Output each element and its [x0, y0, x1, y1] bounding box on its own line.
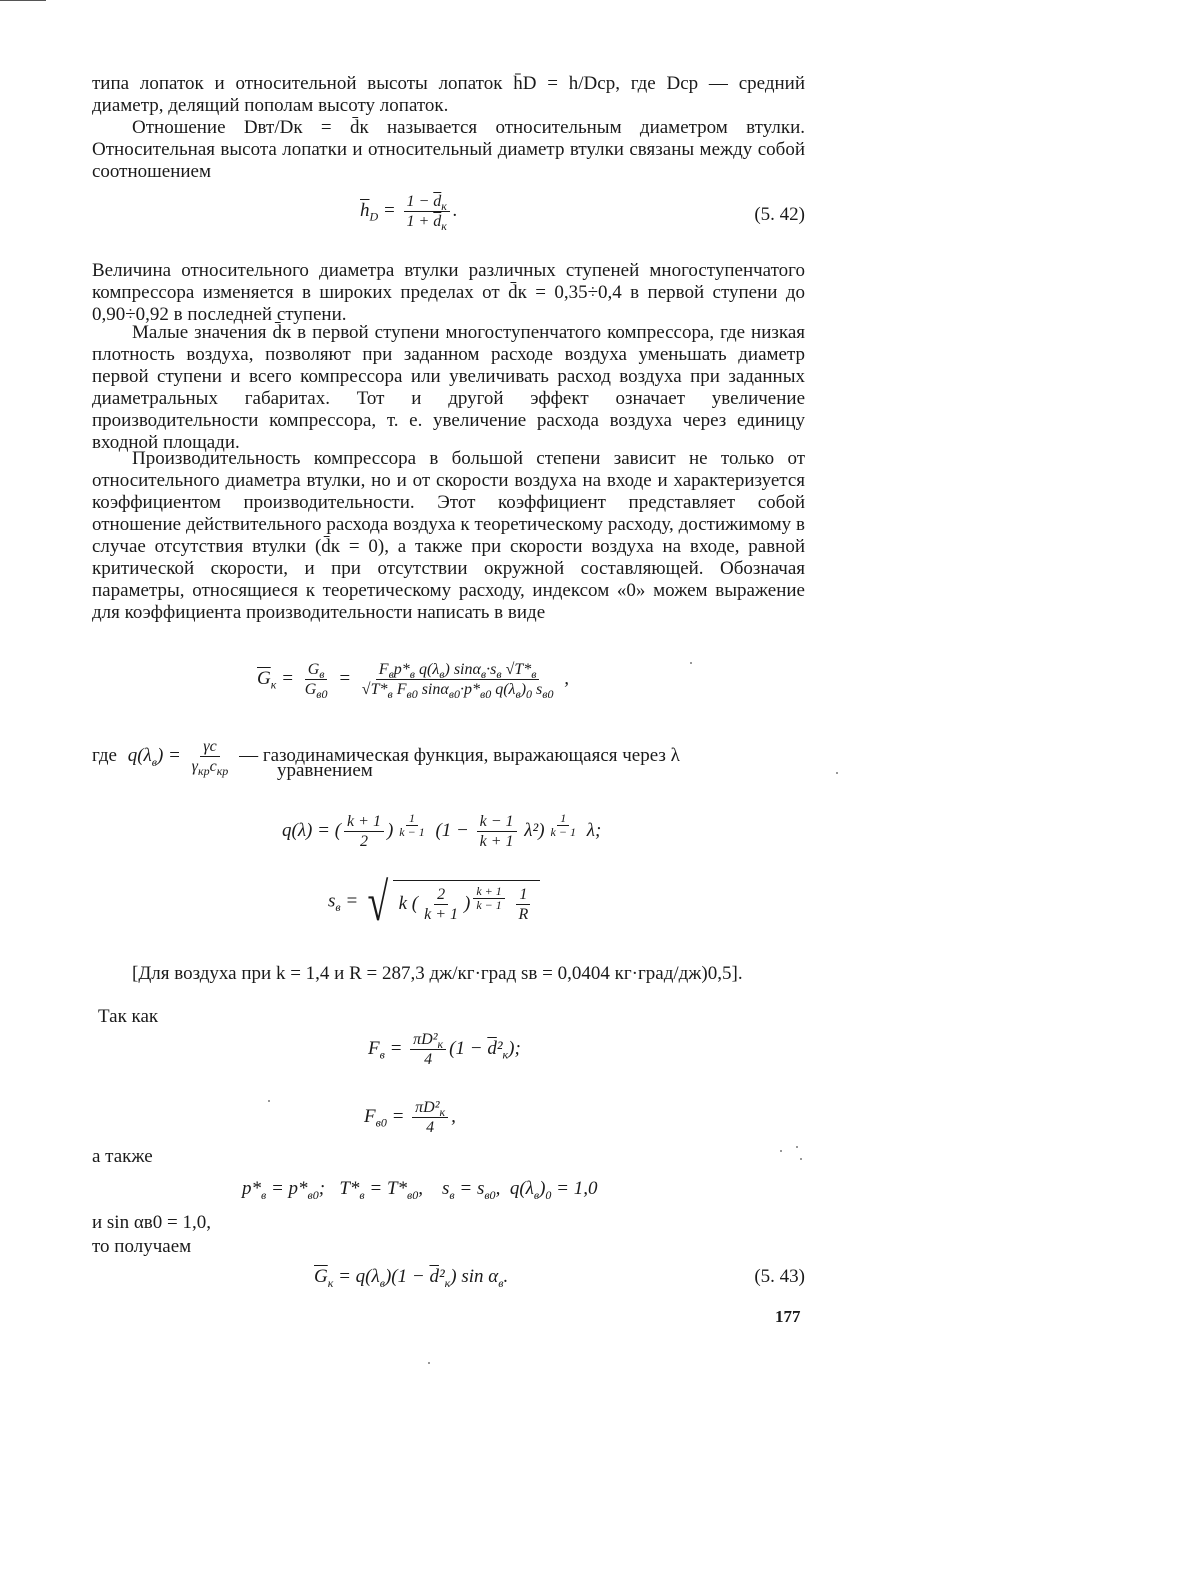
equation-productivity-body: $\overline{G}_к$ = $\frac{G_в}{G_{в0}}$ = $\frac{F_вp*_в q(\lambda_в) \sin\alpha_в\cdot s_в √T*_в}{√T*_в F_{в0} \sin\alpha_{в0}\cdot p*_{в0} q(\lambda_в)_0 s_{в0}}$ , — [257, 661, 569, 702]
equation-5-42-number: (5. 42) — [754, 204, 805, 225]
equation-q-lambda-body: q(λ) = ( $\frac{k + 1}{2}$ ) $^{\frac{1}{k - 1}}$ (1 − $\frac{k - 1}{k + 1}$ λ²) $^{\frac{1}{k - 1}}$ λ; — [282, 811, 602, 850]
paragraph-6-continuation — [277, 760, 677, 782]
paragraph-7 — [92, 963, 805, 985]
paragraph-1-text: типа лопаток и относительной высоты лопаток h̄D = h/Dср, где Dср — средний диаметр, делящий пополам высоту лопаток. — [92, 73, 805, 116]
paragraph-1 — [92, 73, 805, 117]
paragraph-6-lead: где — [92, 744, 117, 766]
equation-5-42-body: $\overline{h}_D$ = $\frac{1 - \overline{d}_к}{1 + \overline{d}_к}$ . — [360, 193, 458, 234]
paragraph-11-text: то получаем — [92, 1236, 192, 1257]
scan-speck — [690, 662, 692, 664]
scan-speck — [836, 772, 838, 774]
paragraph-6-text: — газодинамическая функция, выражающаяся через λ — [239, 744, 680, 766]
paragraph-2-text: Отношение Dвт/Dк = d̄к называется относительным диаметром втулки. Относительная высота лопатки и относительный диаметр втулки связаны между собой соотношением — [92, 117, 805, 182]
paragraph-6-cont: уравнением — [277, 760, 373, 781]
equation-s-v-body: $s_в$ = √ k ( $\frac{2}{k + 1}$ ) $^{\frac{k + 1}{k - 1}}$ $\frac{1}{R}$ — [328, 880, 540, 924]
paragraph-3 — [92, 260, 805, 326]
q-lambda-definition: $q(\lambda_в)$ = $\frac{\gamma c}{\gamma_{кр}c_{кр}}$ — [127, 738, 229, 779]
paragraph-7-text: [Для воздуха при k = 1,4 и R = 287,3 дж/кг·град sв = 0,0404 кг·град/дж)0,5]. — [132, 963, 743, 984]
paragraph-8 — [98, 1006, 811, 1028]
paragraph-4-text: Малые значения d̄к в первой ступени многоступенчатого компрессора, где низкая плотность воздуха, позволяют при заданном расходе воздуха уменьшать диаметр первой ступени и всего компрессора или увеличивать расход воздуха при заданных диаметральных габаритах. Тот и другой эффект означает увеличение производительности компрессора, т. е. увеличение расхода воздуха через единицу входной площади. — [92, 322, 805, 453]
scan-speck — [800, 1158, 802, 1160]
scan-speck — [268, 1100, 270, 1102]
scan-speck — [780, 1150, 782, 1152]
page-number: 177 — [775, 1307, 801, 1326]
scan-mark — [0, 0, 46, 1]
equation-conditions-body: $p*_в = p*_{в0}$; $T*_в = T*_{в0}$, $s_в = s_{в0}$, $q(\lambda_в)_0 = 1,0$ — [242, 1178, 598, 1202]
equation-5-43-body: $\overline{G}_к = q(\lambda_в)(1 - \overline{d}^2_к)$ $\sin \alpha_в$. — [314, 1266, 509, 1290]
paragraph-3-text: Величина относительного диаметра втулки различных ступеней многоступенчатого компрессора изменяется в широких пределах от d̄к = 0,35÷0,4 в первой ступени до 0,90÷0,92 в последней ступени. — [92, 260, 805, 325]
paragraph-11 — [92, 1236, 805, 1258]
equation-f-v-body: $F_в$ = $\frac{\pi D^2_к}{4}$ $(1 - \overline{d}^2_к)$; — [368, 1031, 521, 1068]
paragraph-9 — [92, 1146, 805, 1168]
paragraph-5-text: Производительность компрессора в большой степени зависит не только от относительного диаметра втулки, но и от скорости воздуха на входе и характеризуется коэффициентом производительности. Этот коэффициент представляет собой отношение действительного расхода воздуха к теоретическому расходу, достижимому в случае отсутствия втулки (d̄к = 0), а также при скорости воздуха на входе, равной критической скорости, и при отсутствии окружной составляющей. Обозначая параметры, относящиеся к теоретическому расходу, индексом «0» можем выражение для коэффициента производительности написать в виде — [92, 448, 805, 623]
paragraph-5 — [92, 448, 805, 624]
equation-5-43-number: (5. 43) — [754, 1266, 805, 1287]
paragraph-4 — [92, 322, 805, 454]
paragraph-8-text: Так как — [98, 1006, 159, 1027]
paragraph-9-text: а также — [92, 1146, 153, 1167]
paragraph-10 — [92, 1212, 805, 1234]
scan-speck — [428, 1362, 430, 1364]
paragraph-2 — [92, 117, 805, 183]
paragraph-10-text: и sin αв0 = 1,0, — [92, 1212, 211, 1233]
scan-speck — [796, 1146, 798, 1148]
equation-f-v0-body: $F_{в0}$ = $\frac{\pi D^2_к}{4}$ , — [364, 1099, 456, 1136]
